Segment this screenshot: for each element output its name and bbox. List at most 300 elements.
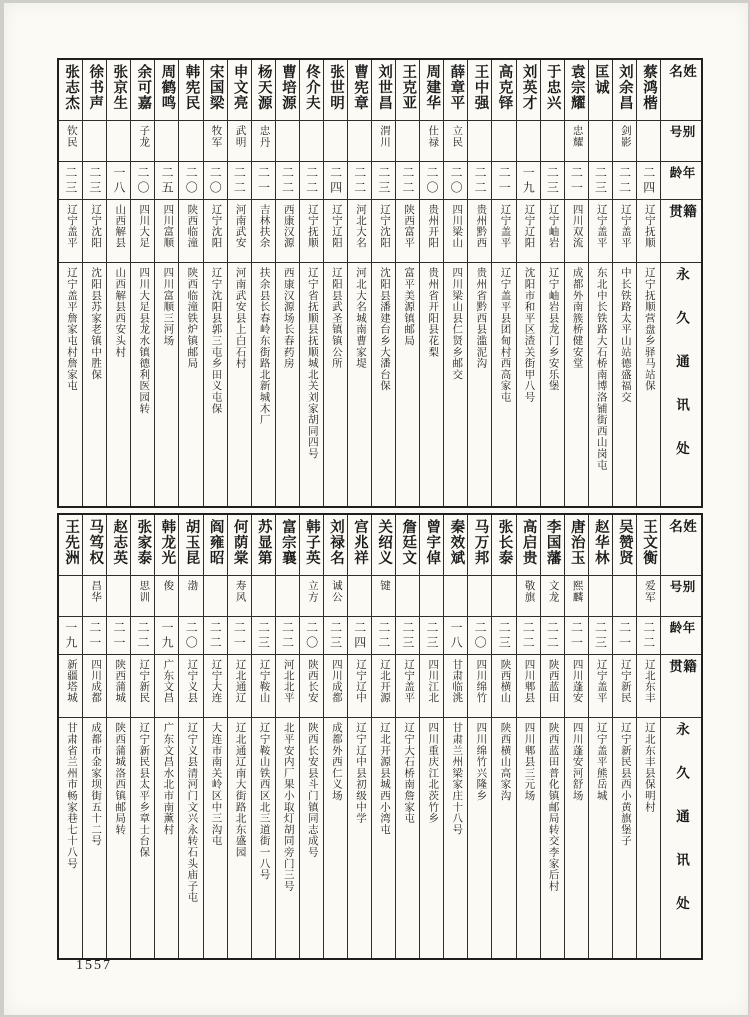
person-native-cell <box>324 655 347 718</box>
person-name-cell <box>83 60 106 121</box>
person-name: 马万邦 <box>472 519 489 566</box>
person-alias-cell <box>589 576 612 617</box>
person-address-cell <box>179 718 202 958</box>
person-age: 二三 <box>256 621 271 651</box>
person-native: 辽宁沈阳 <box>210 204 222 248</box>
person-native-cell <box>179 655 202 718</box>
person-native: 辽宁盖平 <box>595 204 607 248</box>
person-column <box>419 515 443 958</box>
person-age-cell <box>613 617 636 655</box>
person-column <box>419 60 443 506</box>
person-native-cell <box>637 655 660 718</box>
person-native-cell <box>348 200 371 263</box>
person-native: 四川梁山 <box>451 204 463 248</box>
person-native-cell <box>468 200 491 263</box>
person-age: 二一 <box>111 621 126 651</box>
person-age: 二一 <box>87 621 102 651</box>
person-address-cell <box>324 263 347 506</box>
person-age-cell <box>228 617 251 655</box>
person-name-cell <box>300 515 323 576</box>
person-name-cell <box>492 60 515 121</box>
person-age-cell <box>565 617 588 655</box>
person-address: 贵州省开阳县花梨 <box>427 267 439 358</box>
person-column <box>227 60 251 506</box>
person-name-cell <box>348 60 371 121</box>
person-age: 一八 <box>449 621 464 651</box>
person-address: 四川富顺三河场 <box>162 267 174 347</box>
person-column <box>443 60 467 506</box>
header-address-label: 永久通讯处 <box>674 267 690 485</box>
person-name-cell <box>492 515 515 576</box>
person-column <box>491 60 515 506</box>
person-column <box>59 60 82 506</box>
person-address: 沈阳市和平区渣关街甲八号 <box>523 267 535 403</box>
person-native-cell <box>565 200 588 263</box>
person-age-cell <box>589 162 612 200</box>
person-alias-cell <box>59 121 82 162</box>
person-native-cell <box>492 200 515 263</box>
person-address-cell <box>589 263 612 506</box>
person-age-cell <box>589 617 612 655</box>
person-name: 张家泰 <box>135 519 152 566</box>
person-alias-cell <box>444 121 467 162</box>
person-address-cell <box>517 263 540 506</box>
person-native-cell <box>300 200 323 263</box>
person-alias-cell <box>276 576 299 617</box>
person-name-cell <box>444 515 467 576</box>
person-native: 贵州开阳 <box>427 204 439 248</box>
person-age: 二〇 <box>449 166 464 196</box>
person-age-cell <box>252 162 275 200</box>
person-age-cell <box>179 162 202 200</box>
person-native-cell <box>541 655 564 718</box>
person-alias-cell <box>372 121 395 162</box>
person-alias: 钦民 <box>66 125 78 148</box>
person-name: 曾宇倬 <box>424 519 441 566</box>
person-age: 二〇 <box>304 621 319 651</box>
person-name: 王中强 <box>472 64 489 111</box>
person-age-cell <box>324 617 347 655</box>
person-address: 西康汉源场长春药房 <box>282 267 294 369</box>
person-name-cell <box>565 515 588 576</box>
person-name-cell <box>372 60 395 121</box>
person-column <box>154 515 178 958</box>
person-age: 二一 <box>569 166 584 196</box>
person-age-cell <box>517 617 540 655</box>
person-age-cell <box>565 162 588 200</box>
person-native-cell <box>204 655 227 718</box>
person-alias: 爱军 <box>643 580 655 603</box>
person-column <box>636 60 660 506</box>
person-alias-cell <box>565 121 588 162</box>
person-age: 二二 <box>280 621 295 651</box>
person-name-cell <box>107 60 130 121</box>
person-name: 赵志英 <box>111 519 128 566</box>
person-native-cell <box>228 655 251 718</box>
person-native-cell <box>372 655 395 718</box>
person-native-cell <box>300 655 323 718</box>
person-age-cell <box>204 617 227 655</box>
person-native-cell <box>420 200 443 263</box>
person-age: 二三 <box>424 621 439 651</box>
person-alias-cell <box>492 121 515 162</box>
person-age-cell <box>59 162 82 200</box>
person-alias-cell <box>348 121 371 162</box>
person-name-cell <box>107 515 130 576</box>
person-address: 辽宁义县清河门文兴永转石头庙子屯 <box>186 722 198 903</box>
person-alias-cell <box>517 121 540 162</box>
person-name-cell <box>252 515 275 576</box>
person-alias-cell <box>252 576 275 617</box>
person-column <box>395 515 419 958</box>
person-age-cell <box>492 617 515 655</box>
person-name: 阎雍昭 <box>207 519 224 566</box>
person-native: 辽宁岫岩 <box>547 204 559 248</box>
person-age-cell <box>276 617 299 655</box>
person-age-cell <box>468 162 491 200</box>
person-name-cell <box>517 60 540 121</box>
person-column <box>564 515 588 958</box>
person-address-cell <box>372 263 395 506</box>
person-alias: 武明 <box>234 125 246 148</box>
header-address-cell <box>661 718 701 958</box>
person-native: 新疆塔城 <box>66 659 78 703</box>
person-age-cell <box>83 162 106 200</box>
person-alias-cell <box>492 576 515 617</box>
person-native-cell <box>420 655 443 718</box>
header-alias-label: 别号 <box>668 580 695 598</box>
person-column <box>251 515 275 958</box>
person-native: 甘肃临洮 <box>451 659 463 703</box>
person-native-cell <box>396 200 419 263</box>
person-alias-cell <box>155 576 178 617</box>
person-native-cell <box>541 200 564 263</box>
header-name-label: 姓名 <box>667 519 697 547</box>
person-alias: 昌华 <box>90 580 102 603</box>
person-address-cell <box>83 263 106 506</box>
person-column <box>299 60 323 506</box>
person-address-cell <box>107 718 130 958</box>
person-native-cell <box>396 655 419 718</box>
person-name: 袁宗耀 <box>568 64 585 111</box>
person-name-cell <box>517 515 540 576</box>
person-name-cell <box>179 515 202 576</box>
person-name-cell <box>637 60 660 121</box>
person-age: 二〇 <box>473 621 488 651</box>
person-alias-cell <box>83 121 106 162</box>
person-name: 唐治玉 <box>568 519 585 566</box>
person-native-cell <box>131 200 154 263</box>
person-age-cell <box>131 162 154 200</box>
person-alias-cell <box>276 121 299 162</box>
person-native-cell <box>517 200 540 263</box>
person-address-cell <box>252 718 275 958</box>
person-address-cell <box>565 263 588 506</box>
person-name-cell <box>59 515 82 576</box>
person-alias-cell <box>517 576 540 617</box>
person-name-cell <box>131 515 154 576</box>
person-native-cell <box>324 200 347 263</box>
person-age-cell <box>300 617 323 655</box>
person-age-cell <box>179 617 202 655</box>
person-native: 辽宁盖平 <box>595 659 607 703</box>
person-alias-cell <box>252 121 275 162</box>
person-age-cell <box>324 162 347 200</box>
person-native: 辽北通辽 <box>234 659 246 703</box>
person-address-cell <box>420 263 443 506</box>
person-native-cell <box>492 655 515 718</box>
header-alias-cell <box>661 576 701 617</box>
person-name-cell <box>396 515 419 576</box>
person-address: 成都外南簇桥健安堂 <box>571 267 583 369</box>
person-age: 二三 <box>545 166 560 196</box>
person-address-cell <box>83 718 106 958</box>
person-native: 四川绵竹 <box>475 659 487 703</box>
person-age-cell <box>83 617 106 655</box>
person-column <box>299 515 323 958</box>
person-name: 王先洲 <box>63 519 80 566</box>
person-alias-cell <box>541 121 564 162</box>
person-name: 周建华 <box>424 64 441 111</box>
person-address: 沈阳县苏家老镇中胜保 <box>90 267 102 380</box>
person-address-cell <box>228 718 251 958</box>
person-address-cell <box>517 718 540 958</box>
person-column <box>227 515 251 958</box>
person-age-cell <box>541 617 564 655</box>
person-name: 刘英才 <box>520 64 537 111</box>
header-native-label: 籍贯 <box>667 204 697 234</box>
person-column <box>516 60 540 506</box>
person-native: 辽宁盖平 <box>619 204 631 248</box>
person-alias-cell <box>324 576 347 617</box>
person-alias-cell <box>300 121 323 162</box>
person-age: 二〇 <box>136 166 151 196</box>
person-name-cell <box>300 60 323 121</box>
person-address: 辽北开源县城西小湾屯 <box>379 722 391 835</box>
person-age-cell <box>300 162 323 200</box>
person-native-cell <box>637 200 660 263</box>
header-age-cell <box>661 617 701 655</box>
person-column <box>323 515 347 958</box>
person-address-cell <box>131 263 154 506</box>
person-name-cell <box>324 60 347 121</box>
person-age: 二四 <box>641 166 656 196</box>
person-alias: 忠丹 <box>258 125 270 148</box>
person-age-cell <box>492 162 515 200</box>
person-alias-cell <box>59 576 82 617</box>
header-alias-cell <box>661 121 701 162</box>
person-name: 何荫棠 <box>231 519 248 566</box>
person-name: 高启贵 <box>520 519 537 566</box>
header-age-cell <box>661 162 701 200</box>
person-native-cell <box>155 200 178 263</box>
person-native-cell <box>372 200 395 263</box>
header-name-label: 姓名 <box>667 64 697 92</box>
person-address-cell <box>492 718 515 958</box>
person-native-cell <box>83 655 106 718</box>
person-address: 甘肃省兰州市畅家巷七十八号 <box>66 722 78 869</box>
person-column <box>251 60 275 506</box>
person-name-cell <box>613 515 636 576</box>
person-age: 二一 <box>232 621 247 651</box>
person-alias-cell <box>204 121 227 162</box>
person-age: 一九 <box>521 166 536 196</box>
person-name-cell <box>444 60 467 121</box>
person-address-cell <box>179 263 202 506</box>
person-column <box>323 60 347 506</box>
person-name: 佟介夫 <box>303 64 320 111</box>
person-name: 秦效斌 <box>448 519 465 566</box>
person-native-cell <box>444 200 467 263</box>
person-native-cell <box>107 200 130 263</box>
person-address-cell <box>589 718 612 958</box>
person-column <box>275 60 299 506</box>
person-name: 曹培源 <box>279 64 296 111</box>
person-address: 四川郫县三元场 <box>523 722 535 802</box>
person-native: 辽宁辽阳 <box>523 204 535 248</box>
person-address: 甘肃兰州梁家庄十八号 <box>451 722 463 835</box>
person-column <box>203 60 227 506</box>
person-native: 辽宁沈阳 <box>90 204 102 248</box>
person-name: 李国藩 <box>544 519 561 566</box>
person-address: 陕西蓝田普化镇邮局转交李家后村 <box>547 722 559 892</box>
header-native-cell <box>661 200 701 263</box>
person-address: 辽北东丰县保明村 <box>643 722 655 813</box>
person-native: 西康汉源 <box>282 204 294 248</box>
person-address: 成都市金家坝街五十二号 <box>90 722 102 847</box>
person-name: 曹宪章 <box>352 64 369 111</box>
person-native-cell <box>131 655 154 718</box>
person-address-cell <box>228 263 251 506</box>
person-column <box>467 515 491 958</box>
person-native: 河北北平 <box>282 659 294 703</box>
person-age: 二二 <box>473 166 488 196</box>
person-alias-cell <box>179 576 202 617</box>
person-column <box>588 60 612 506</box>
person-alias-cell <box>204 576 227 617</box>
person-native-cell <box>59 655 82 718</box>
person-native-cell <box>155 655 178 718</box>
person-address: 辽宁岫岩县龙门乡安乐堡 <box>547 267 559 392</box>
person-native-cell <box>179 200 202 263</box>
person-name-cell <box>468 60 491 121</box>
person-address-cell <box>155 718 178 958</box>
person-native-cell <box>228 200 251 263</box>
person-name-cell <box>179 60 202 121</box>
roster-table-bottom <box>57 513 703 960</box>
person-address: 四川蓬安河舒场 <box>571 722 583 802</box>
person-age: 二三 <box>63 166 78 196</box>
person-age-cell <box>252 617 275 655</box>
person-native-cell <box>565 655 588 718</box>
person-column <box>540 60 564 506</box>
person-age-cell <box>372 617 395 655</box>
person-name-cell <box>155 60 178 121</box>
person-age: 二五 <box>160 166 175 196</box>
person-age: 二二 <box>136 621 151 651</box>
person-age: 二三 <box>376 166 391 196</box>
person-name-cell <box>59 60 82 121</box>
person-age: 二三 <box>400 621 415 651</box>
person-alias: 键 <box>379 580 391 592</box>
table-header-column <box>660 515 701 958</box>
person-native: 吉林扶余 <box>258 204 270 248</box>
person-age: 二三 <box>328 621 343 651</box>
person-age-cell <box>637 617 660 655</box>
person-name-cell <box>155 515 178 576</box>
person-column <box>106 60 130 506</box>
person-name: 于忠兴 <box>544 64 561 111</box>
person-name-cell <box>613 60 636 121</box>
person-age-cell <box>468 617 491 655</box>
person-name-cell <box>228 60 251 121</box>
person-age-cell <box>541 162 564 200</box>
person-native: 陕西横山 <box>499 659 511 703</box>
person-age-cell <box>131 617 154 655</box>
person-age: 一八 <box>111 166 126 196</box>
person-native: 四川成都 <box>90 659 102 703</box>
person-alias: 渤 <box>186 580 198 592</box>
person-address: 河北大名城南曹家堤 <box>354 267 366 369</box>
person-address-cell <box>444 718 467 958</box>
person-native: 陕西蓝田 <box>547 659 559 703</box>
person-address: 四川大足县龙水镇德利医园转 <box>138 267 150 414</box>
person-age-cell <box>155 617 178 655</box>
person-name: 薛章平 <box>448 64 465 111</box>
person-column <box>491 515 515 958</box>
person-age-cell <box>420 617 443 655</box>
person-column <box>612 515 636 958</box>
person-native: 辽宁盖平 <box>403 659 415 703</box>
person-address: 四川梁山县仁贤乡邮交 <box>451 267 463 380</box>
person-address: 成都外西仁义场 <box>330 722 342 802</box>
person-address-cell <box>396 263 419 506</box>
person-name: 胡玉昆 <box>183 519 200 566</box>
person-native: 辽宁大连 <box>210 659 222 703</box>
person-age-cell <box>107 617 130 655</box>
person-alias: 敬旗 <box>523 580 535 603</box>
person-name: 宫兆祥 <box>352 519 369 566</box>
person-alias: 俊 <box>162 580 174 592</box>
header-age-label: 年龄 <box>668 166 695 183</box>
person-name-cell <box>83 515 106 576</box>
person-age-cell <box>228 162 251 200</box>
person-alias-cell <box>372 576 395 617</box>
person-address-cell <box>637 263 660 506</box>
person-name-cell <box>420 60 443 121</box>
person-alias: 文龙 <box>547 580 559 603</box>
person-age: 二二 <box>521 621 536 651</box>
person-address-cell <box>613 718 636 958</box>
person-age-cell <box>396 162 419 200</box>
person-age: 二三 <box>87 166 102 196</box>
person-age: 二三 <box>497 621 512 651</box>
person-address-cell <box>541 718 564 958</box>
person-name: 张京生 <box>111 64 128 111</box>
person-age-cell <box>348 162 371 200</box>
person-native-cell <box>613 200 636 263</box>
person-native-cell <box>59 200 82 263</box>
header-address-cell <box>661 263 701 506</box>
person-column <box>59 515 82 958</box>
person-name-cell <box>348 515 371 576</box>
person-alias-cell <box>468 576 491 617</box>
person-address: 富平美源镇邮局 <box>403 267 415 347</box>
person-address-cell <box>541 263 564 506</box>
person-age-cell <box>204 162 227 200</box>
person-age: 二二 <box>376 621 391 651</box>
person-native: 四川富顺 <box>162 204 174 248</box>
